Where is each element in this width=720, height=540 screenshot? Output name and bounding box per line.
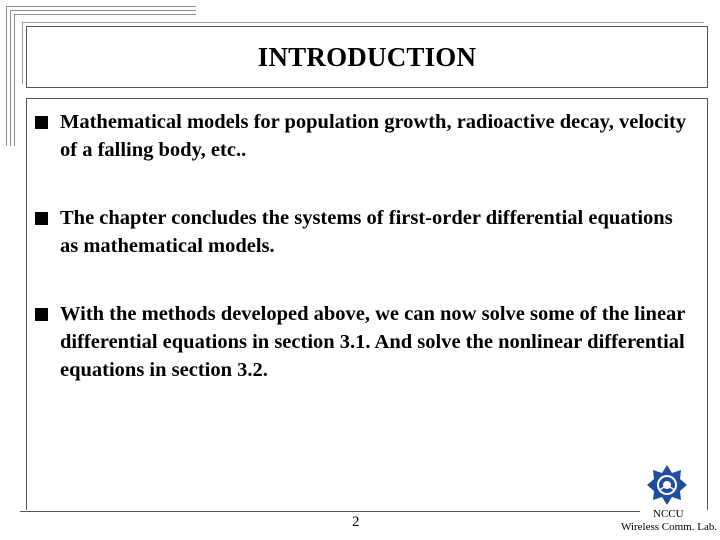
frame-line-left-2 xyxy=(10,10,11,146)
bullet-list xyxy=(32,108,692,424)
frame-line-top-1 xyxy=(6,6,196,7)
nccu-logo-icon xyxy=(646,464,688,508)
slide-title: INTRODUCTION xyxy=(257,41,477,72)
bullet-text: With the methods developed above, we can now solve some of the linear differential equations in section 3.1. And solve the nonlinear differential equations in section 3.2. xyxy=(60,303,686,381)
bullet-square-icon xyxy=(35,212,48,225)
lab-name: Wireless Comm. Lab. xyxy=(621,521,718,533)
bullet-text: The chapter concludes the systems of first-order differential equations as mathematical models. xyxy=(60,207,673,257)
frame-line-left-1 xyxy=(6,6,7,146)
frame-line-left-3 xyxy=(14,14,15,146)
bullet-item xyxy=(32,300,692,384)
bullet-square-icon xyxy=(35,308,48,321)
frame-line-top-2 xyxy=(10,10,196,11)
bullet-item xyxy=(32,108,692,164)
title-box xyxy=(26,26,708,88)
bullet-square-icon xyxy=(35,116,48,129)
bullet-item xyxy=(32,204,692,260)
bullet-text: Mathematical models for population growth, radioactive decay, velocity of a falling body, etc.. xyxy=(60,111,687,161)
frame-line-top-3 xyxy=(14,14,196,15)
page-number: 2 xyxy=(352,514,360,530)
footer-rule xyxy=(20,511,640,512)
org-name: NCCU xyxy=(653,508,684,520)
